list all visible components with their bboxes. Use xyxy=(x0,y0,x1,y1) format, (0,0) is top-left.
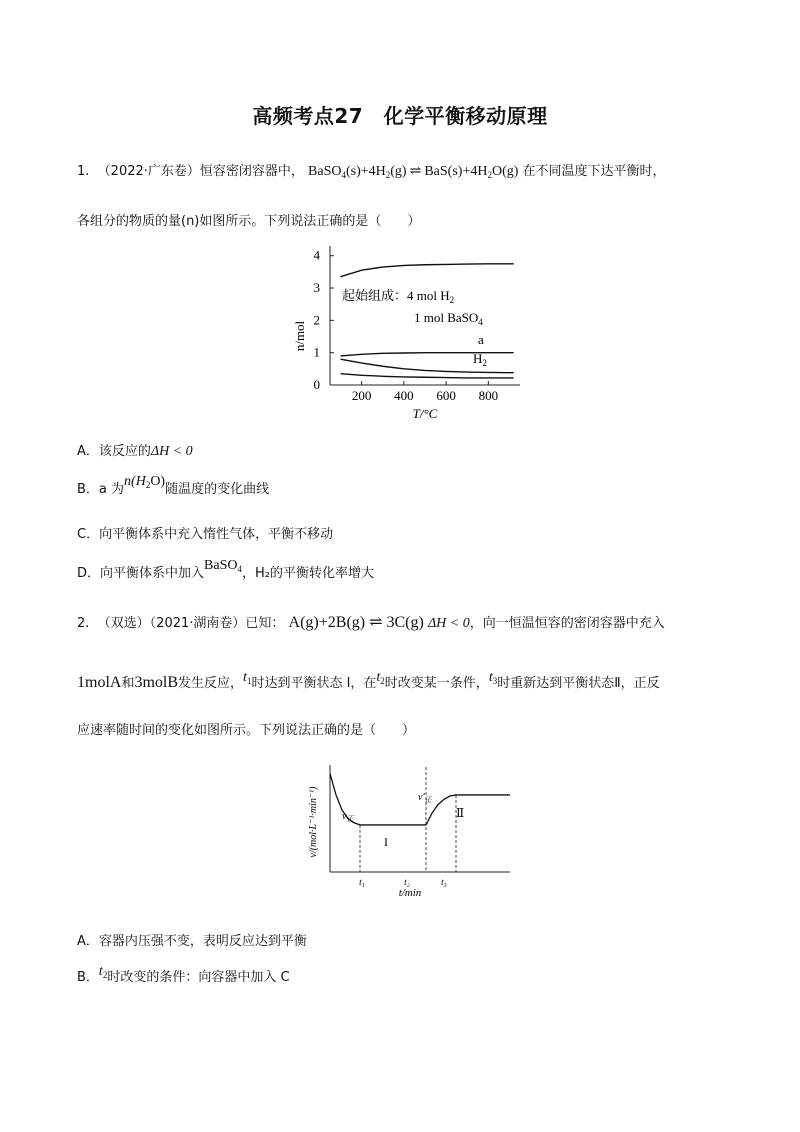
q1-ytick-label: 2 xyxy=(313,312,320,328)
q2-chart-state2: Ⅱ xyxy=(456,806,465,820)
q1-stem-line2: 各组分的物质的量(n)如图所示。下列说法正确的是（ ） xyxy=(77,214,421,229)
q2-chart-v2-label: $v'_正$ xyxy=(418,792,432,804)
q2-chart-ylabel: v/(mol·L⁻¹·min⁻¹) xyxy=(308,786,319,858)
q1-ytick-label: 1 xyxy=(313,344,320,360)
q1-series-line-a xyxy=(341,353,514,356)
q2-chart-tick-t2: t₂ xyxy=(404,877,410,887)
q1-option-d: D．向平衡体系中加入BaSO$_4$，H₂的平衡转化率增大 xyxy=(77,558,374,581)
q1-chart-note-line2: 1 mol BaSO$_4$ xyxy=(414,310,483,327)
q2-option-b: B．$t_2$时改变的条件：向容器中加入 C xyxy=(77,964,290,985)
q1-chart-note-line1: 起始组成：4 mol $H_2$ xyxy=(342,288,455,305)
q1-option-c: C．向平衡体系中充入惰性气体，平衡不移动 xyxy=(77,527,334,542)
q1-series-line-curve3 xyxy=(341,374,514,378)
q2-chart-state1: I xyxy=(384,835,388,849)
q2-chart-tick-t1: t₁ xyxy=(359,877,365,887)
q1-xtick-label: 600 xyxy=(436,388,456,403)
q2-equation: A(g)+2B(g) ⇌ 3C(g) xyxy=(288,614,424,631)
q1-equation: $BaSO_4(s)+4H_2(g)$ ⇌ $BaS(s)+4H_2O(g)$ xyxy=(308,164,519,180)
q1-series-line-curve0 xyxy=(341,264,514,277)
q2-series-line-1 xyxy=(426,795,510,825)
q2-chart-v-label: $v_正$ xyxy=(342,811,354,823)
q1-chart-ylabel: n/mol xyxy=(292,320,307,352)
q1-option-a: A．该反应的ΔH < 0 xyxy=(77,444,193,459)
page-title: 高频考点27 化学平衡移动原理 xyxy=(252,104,548,128)
q2-stem-line1: 2. （双选）（2021·湖南卷）已知： A(g)+2B(g) ⇌ 3C(g) ΔH < 0，向一恒温恒容的密闭容器中充入 xyxy=(77,614,665,631)
q1-chart-label-a: a xyxy=(478,332,484,347)
q1-ytick-label: 0 xyxy=(313,377,320,392)
q2-chart-tick-t3: t₃ xyxy=(441,877,447,887)
q1-ytick-label: 3 xyxy=(313,280,320,296)
q1-chart-label-h2: $H_2$ xyxy=(473,351,487,368)
q1-xtick-label: 400 xyxy=(394,388,414,403)
q1-chart-xlabel: T/°C xyxy=(412,406,438,421)
q2-chart xyxy=(300,760,525,900)
q1-number: 1. xyxy=(77,164,90,179)
q1-chart xyxy=(290,238,530,428)
q1-source: （2022·广东卷）恒容密闭容器中， xyxy=(97,164,304,179)
q1-stem-line1 xyxy=(77,160,666,180)
q1-ytick-label: 4 xyxy=(313,247,320,263)
q2-stem-line3: 应速率随时间的变化如图所示。下列说法正确的是（ ） xyxy=(77,723,416,738)
q1-chart-ticks xyxy=(314,248,499,403)
q2-dh: ΔH < 0 xyxy=(427,616,470,631)
q1-xtick-label: 200 xyxy=(351,388,372,403)
q2-stem-line2: 1molA和3molB发生反应，$t_1$时达到平衡状态 I，在$t_2$时改变某一条件，$t_3$时重新达到平衡状态Ⅱ，正反 xyxy=(77,670,660,691)
q2-chart-xlabel: t/min xyxy=(398,887,422,899)
q1-series-line-H2 xyxy=(341,359,514,373)
q1-stem-tail: 在不同温度下达平衡时， xyxy=(522,164,666,179)
q1-option-b: B．a 为$n(H_2O)$随温度的变化曲线 xyxy=(77,474,270,497)
q2-chart-axes xyxy=(330,765,510,872)
q1-xtick-label: 800 xyxy=(478,388,499,403)
q2-option-a: A．容器内压强不变，表明反应达到平衡 xyxy=(77,934,307,949)
